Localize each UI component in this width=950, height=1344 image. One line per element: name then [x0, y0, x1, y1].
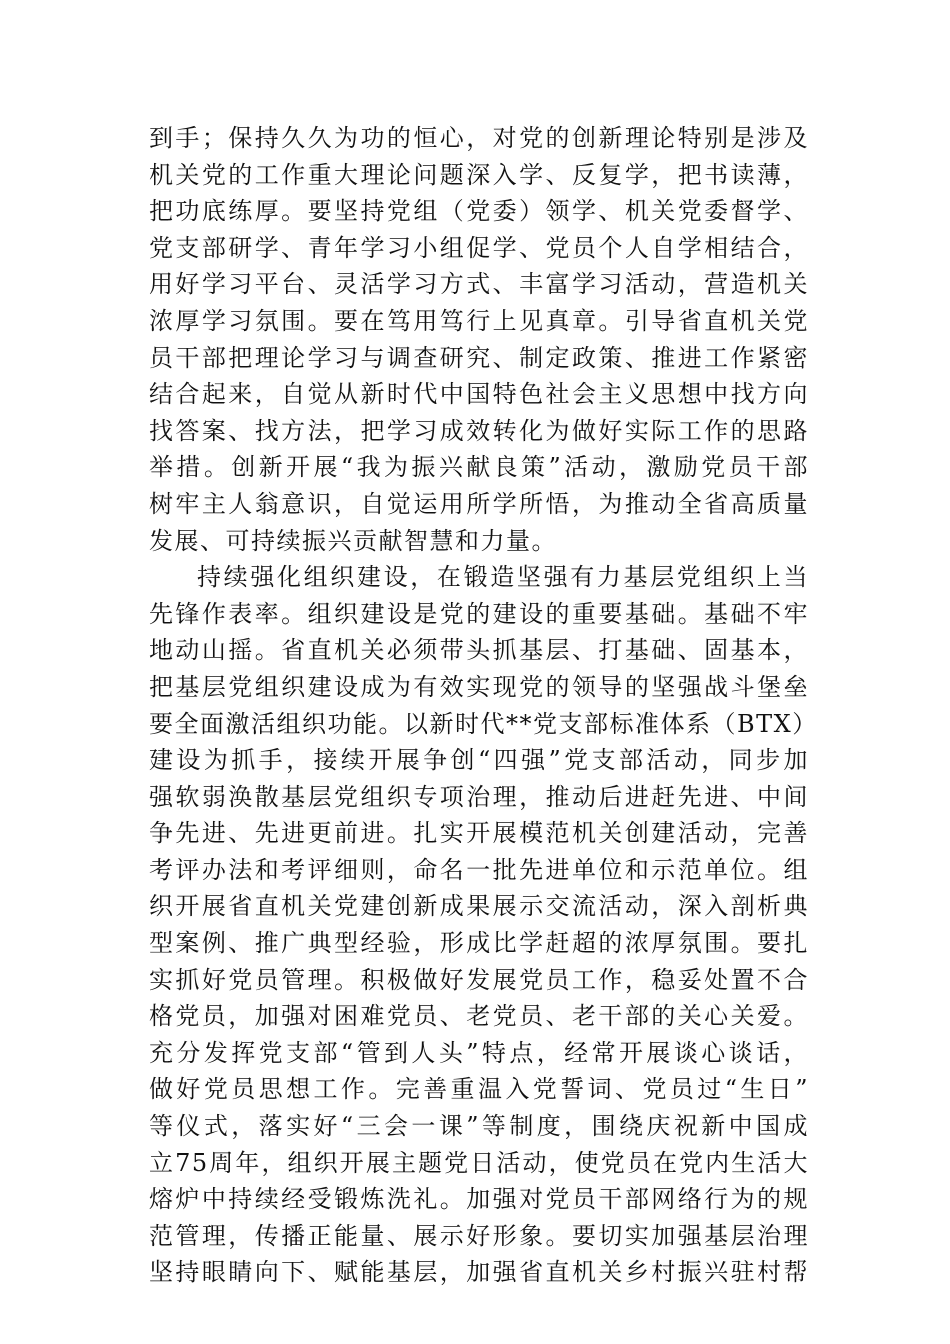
text-line: 先锋作表率。组织建设是党的建设的重要基础。基础不牢: [149, 599, 809, 628]
text-line: 充分发挥党支部“管到人头”特点，经常开展谈心谈话，: [149, 1038, 809, 1067]
text-line: 要全面激活组织功能。以新时代**党支部标准体系（BTX）: [149, 709, 818, 738]
text-line: 实抓好党员管理。积极做好发展党员工作，稳妥处置不合: [149, 965, 809, 994]
text-line: 找答案、找方法，把学习成效转化为做好实际工作的思路: [149, 416, 809, 445]
text-line: 考评办法和考评细则，命名一批先进单位和示范单位。组: [149, 855, 809, 884]
text-line: 树牢主人翁意识，自觉运用所学所悟，为推动全省高质量: [149, 489, 809, 518]
text-line: 型案例、推广典型经验，形成比学赶超的浓厚氛围。要扎: [149, 929, 809, 958]
text-line: 强软弱涣散基层党组织专项治理，推动后进赶先进、中间: [149, 782, 809, 811]
text-line: 范管理，传播正能量、展示好形象。要切实加强基层治理: [149, 1221, 809, 1250]
text-line: 到手；保持久久为功的恒心，对党的创新理论特别是涉及: [149, 124, 809, 152]
text-line: 熔炉中持续经受锻炼洗礼。加强对党员干部网络行为的规: [149, 1185, 809, 1214]
text-line: 结合起来，自觉从新时代中国特色社会主义思想中找方向: [149, 380, 809, 409]
text-line: 格党员，加强对困难党员、老党员、老干部的关心关爱。: [149, 1002, 809, 1031]
text-line: 争先进、先进更前进。扎实开展模范机关创建活动，完善: [149, 819, 809, 848]
text-line: 党支部研学、青年学习小组促学、党员个人自学相结合，: [149, 233, 809, 262]
text-line: 等仪式，落实好“三会一课”等制度，围绕庆祝新中国成: [149, 1112, 809, 1141]
text-line: 用好学习平台、灵活学习方式、丰富学习活动，营造机关: [149, 270, 809, 299]
paragraph-end-line: 发展、可持续振兴贡献智慧和力量。: [149, 526, 557, 555]
text-line: 员干部把理论学习与调查研究、制定政策、推进工作紧密: [149, 343, 809, 372]
text-line: 地动山摇。省直机关必须带头抓基层、打基础、固基本，: [149, 636, 809, 665]
text-line: 把基层党组织建设成为有效实现党的领导的坚强战斗堡垒: [149, 672, 809, 701]
text-line: 做好党员思想工作。完善重温入党誓词、党员过“生日”: [149, 1075, 809, 1104]
text-line: 立75周年，组织开展主题党日活动，使党员在党内生活大: [149, 1148, 809, 1177]
paragraph-first-line: 持续强化组织建设，在锻造坚强有力基层党组织上当: [197, 563, 809, 592]
text-line: 建设为抓手，接续开展争创“四强”党支部活动，同步加: [149, 746, 809, 775]
text-line: 坚持眼睛向下、赋能基层，加强省直机关乡村振兴驻村帮: [149, 1258, 809, 1287]
text-line: 浓厚学习氛围。要在笃用笃行上见真章。引导省直机关党: [149, 306, 809, 335]
text-line: 举措。创新开展“我为振兴献良策”活动，激励党员干部: [149, 453, 809, 482]
text-line: 机关党的工作重大理论问题深入学、反复学，把书读薄，: [149, 160, 809, 189]
text-line: 把功底练厚。要坚持党组（党委）领学、机关党委督学、: [149, 197, 809, 226]
body-text: [149, 120, 818, 1291]
text-line: 织开展省直机关党建创新成果展示交流活动，深入剖析典: [149, 892, 809, 921]
